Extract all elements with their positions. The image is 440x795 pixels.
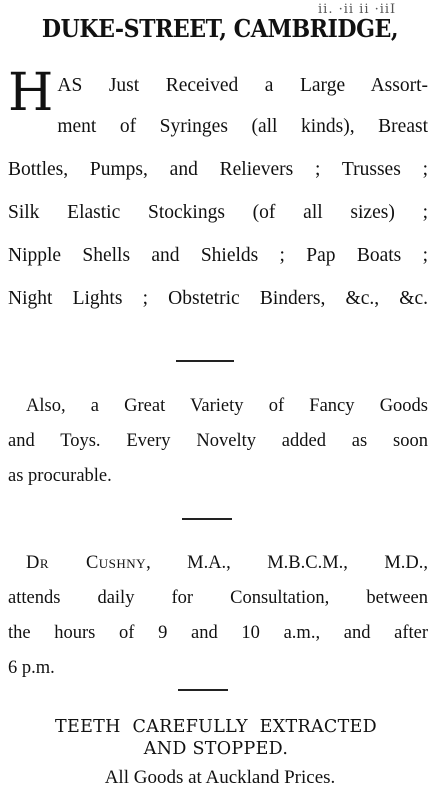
intro-line: Night Lights ; Obstetric Binders, &c., &c. xyxy=(8,288,428,309)
fancy-goods-line: as procurable. xyxy=(8,466,112,486)
fancy-goods-line: and Toys. Every Novelty added as soon xyxy=(8,431,428,451)
section-divider xyxy=(178,689,228,691)
print-fleck: ii. ·ii ii ·iiI xyxy=(318,2,397,17)
drop-cap: H xyxy=(8,63,54,123)
intro-line: AS Just Received a Large Assort- xyxy=(57,75,428,96)
teeth-line: AND STOPPED. xyxy=(143,739,289,759)
doctor-line: the hours of 9 and 10 a.m., and after xyxy=(8,623,428,643)
doctor-paragraph xyxy=(8,546,428,686)
intro-line: ment of Syringes (all kinds), Breast xyxy=(57,116,428,137)
section-divider xyxy=(176,360,234,362)
teeth-line: TEETH CAREFULLY EXTRACTED xyxy=(55,717,377,737)
doctor-name: Dr Cushny xyxy=(26,553,147,573)
doctor-line: attends daily for Consultation, between xyxy=(8,588,428,608)
intro-line: Silk Elastic Stockings (of all sizes) ; xyxy=(8,202,428,223)
section-divider xyxy=(182,518,232,520)
intro-line: Bottles, Pumps, and Relievers ; Trusses ; xyxy=(8,159,428,180)
advertisement-heading: DUKE-STREET, CAMBRIDGE, xyxy=(41,14,399,43)
fancy-goods-paragraph xyxy=(8,389,428,494)
intro-line: Nipple Shells and Shields ; Pap Boats ; xyxy=(8,245,428,266)
fancy-goods-line: Also, a Great Variety of Fancy Goods xyxy=(26,396,428,416)
intro-paragraph xyxy=(8,63,428,320)
prices-line: All Goods at Auckland Prices. xyxy=(104,767,336,788)
doctor-line: 6 p.m. xyxy=(8,658,55,678)
teeth-notice xyxy=(4,716,428,760)
doctor-credentials: , M.A., M.B.C.M., M.D., xyxy=(146,553,429,573)
doctor-title-line xyxy=(8,546,428,581)
